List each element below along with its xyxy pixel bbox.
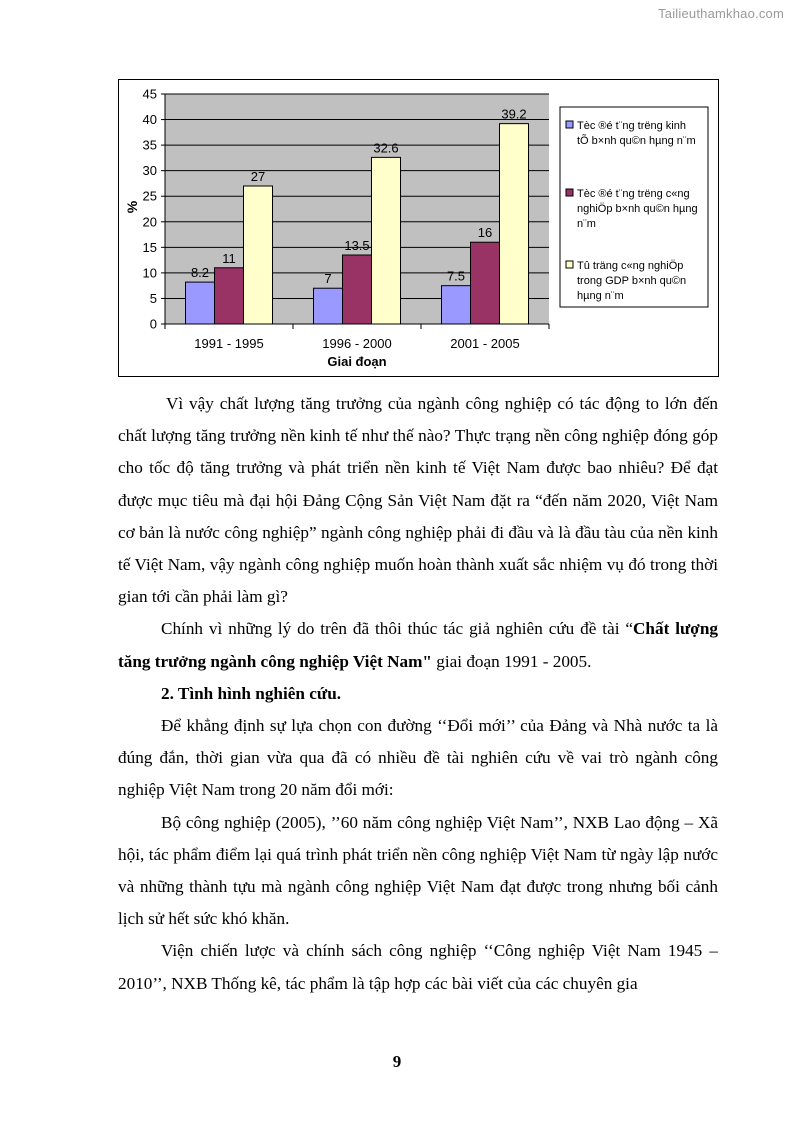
bar: [244, 186, 273, 324]
y-tick-label: 35: [142, 137, 157, 153]
y-axis-title: %: [124, 200, 140, 214]
legend-label: trong GDP b×nh qu©n: [577, 275, 687, 287]
bar: [471, 242, 500, 324]
watermark: Tailieuthamkhao.com: [658, 6, 784, 21]
x-tick-label: 1996 - 2000: [322, 336, 392, 351]
y-tick-label: 30: [142, 163, 157, 179]
data-label: 39.2: [501, 106, 527, 122]
legend-label: Tèc ®é t¨ng trëng kinh: [577, 120, 686, 132]
y-tick-label: 15: [142, 239, 157, 255]
legend-swatch: [566, 261, 573, 268]
bar: [372, 157, 401, 324]
y-tick-label: 45: [142, 86, 157, 102]
y-tick-label: 25: [142, 188, 157, 204]
legend-swatch: [566, 189, 573, 196]
data-label: 11: [222, 250, 236, 266]
data-label: 8.2: [190, 265, 210, 281]
paragraph-3: Để khẳng định sự lựa chọn con đường ‘‘Đổi mới’’ của Đảng và Nhà nước ta là đúng đắn, thời gian vừa qua đã có nhiều đề tài nghiên cứu về vai trò ngành công nghiệp Việt Nam trong 20 năm đổi mới:: [118, 716, 718, 800]
data-label: 7: [324, 271, 332, 287]
data-label: 7.5: [446, 268, 466, 284]
legend-label: nghiÖp b×nh qu©n hµng: [577, 203, 698, 215]
legend-label: Tèc ®é t¨ng trëng c«ng: [577, 188, 690, 200]
x-axis-title: Giai đoạn: [327, 354, 387, 369]
data-label: 16: [477, 225, 493, 241]
bar: [442, 286, 471, 324]
bar: [314, 288, 343, 324]
paragraph-1: Vì vậy chất lượng tăng trưởng của ngành công nghiệp có tác động to lớn đến chất lượng tăng trưởng nền kinh tế như thế nào? Thực trạng nền công nghiệp đóng góp cho tốc độ tăng trưởng và phát triển nền kinh tế Việt Nam được bao nhiêu? Để đạt được mục tiêu mà đại hội Đảng Cộng Sản Việt Nam đặt ra “đến năm 2020, Việt Nam cơ bản là nước công nghiệp” ngành công nghiệp phải đi đầu và là đầu tàu của nền kinh tế Việt Nam, vậy ngành công nghiệp muốn hoàn thành xuất sắc nhiệm vụ đó trong thời gian tới cần phải làm gì?: [118, 394, 718, 607]
paragraph-2-period: giai đoạn 1991 - 2005.: [431, 651, 592, 671]
y-tick-label: 0: [149, 316, 157, 332]
bar: [343, 255, 372, 324]
page-number: 9: [392, 1052, 402, 1071]
paragraph-2: [118, 613, 718, 677]
y-tick-label: 5: [149, 290, 157, 306]
x-tick-label: 2001 - 2005: [450, 336, 520, 351]
legend-swatch: [566, 121, 573, 128]
body-text: [118, 388, 718, 1000]
data-label: 32.6: [373, 140, 399, 156]
bar-chart-svg: [119, 80, 718, 376]
section-heading: 2. Tình hình nghiên cứu.: [161, 683, 342, 703]
chart: [118, 79, 719, 377]
bar: [500, 124, 529, 324]
y-tick-label: 10: [142, 265, 157, 281]
x-tick-label: 1991 - 1995: [194, 336, 264, 351]
legend-label: hµng n¨m: [577, 290, 624, 302]
y-tick-label: 20: [142, 214, 157, 230]
legend-label: n¨m: [577, 218, 596, 230]
paragraph-5: Viện chiến lược và chính sách công nghiệp ‘‘Công nghiệp Việt Nam 1945 – 2010’’, NXB Thống kê, tác phẩm là tập hợp các bài viết của các chuyên gia: [118, 941, 718, 993]
legend-label: Tû träng c«ng nghiÖp: [577, 260, 684, 272]
paragraph-4: Bộ công nghiệp (2005), ’’60 năm công nghiệp Việt Nam’’, NXB Lao động – Xã hội, tác phẩm điểm lại quá trình phát triển nền công nghiệp Việt Nam từ ngày lập nước và những thành tựu mà ngành công nghiệp Việt Nam đạt được trong nhưng bối cảnh lịch sử hết sức khó khăn.: [118, 812, 718, 929]
data-label: 13.5: [344, 238, 370, 253]
bar: [215, 268, 244, 324]
bar: [186, 282, 215, 324]
paragraph-2-title: Chất lượng tăng trưởng ngành công nghiệp Việt Nam": [118, 619, 718, 671]
data-label: 27: [250, 169, 266, 184]
legend-label: tÕ b×nh qu©n hµng n¨m: [577, 135, 696, 147]
y-tick-label: 40: [142, 112, 157, 128]
paragraph-2-intro: Chính vì những lý do trên đã thôi thúc tác giả nghiên cứu đề tài “: [161, 619, 634, 639]
